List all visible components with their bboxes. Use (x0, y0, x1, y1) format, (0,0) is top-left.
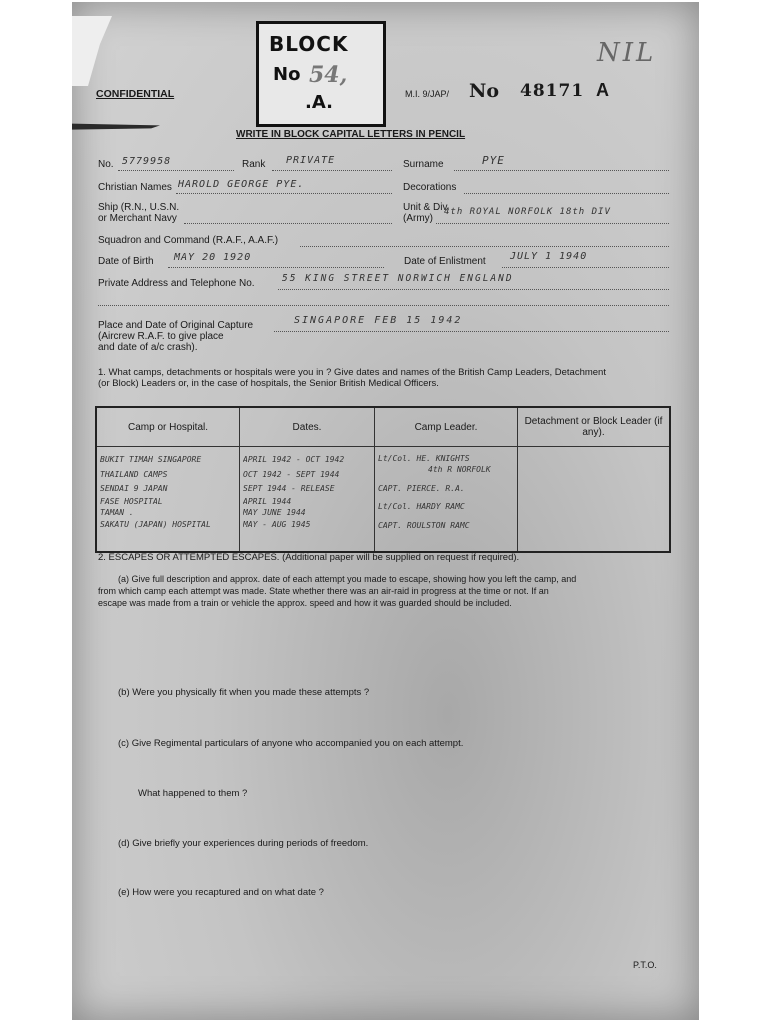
question-2d: (d) Give briefly your experiences during periods of freedom. (118, 838, 369, 849)
block-stamp-letter: .A. (305, 92, 333, 113)
question-2a-line-3: escape was made from a train or vehicle the approx. speed and how it was guarded should be included. (98, 598, 512, 608)
camp-entry: TAMAN . (100, 507, 134, 517)
date-entry: MAY JUNE 1944 (243, 507, 306, 517)
enlistment-value: JULY 1 1940 (510, 251, 588, 262)
leader-entry: Lt/Col. HARDY RAMC (378, 502, 465, 511)
serial-number: 48171 (520, 81, 585, 101)
camp-entry: THAILAND CAMPS (100, 469, 168, 479)
surname-value: PYE (482, 154, 505, 167)
date-entry: APRIL 1944 (243, 496, 292, 506)
address-value: 55 KING STREET NORWICH ENGLAND (282, 273, 514, 284)
date-entry: MAY - AUG 1945 (243, 519, 311, 529)
question-1-line-2: (or Block) Leaders or, in the case of hospitals, the Senior British Medical Officers. (98, 378, 439, 389)
question-1-line-1: 1. What camps, detachments or hospitals were you in ? Give dates and names of the British Camp Leaders, Detachment (98, 367, 606, 378)
christian-names-label: Christian Names (98, 182, 172, 193)
leader-column-header: Camp Leader. (375, 407, 518, 447)
leader-entry: CAPT. ROULSTON RAMC (378, 521, 470, 530)
unit-label-2: (Army) (403, 213, 433, 224)
christian-names-line (176, 193, 392, 194)
enlistment-label: Date of Enlistment (404, 256, 486, 267)
date-entry: APRIL 1942 - OCT 1942 (243, 455, 345, 464)
capture-label-2: (Aircrew R.A.F. to give place (98, 331, 224, 342)
nil-annotation: NIL (597, 38, 657, 68)
date-of-birth-line (168, 267, 384, 268)
address-line-2 (98, 305, 669, 306)
service-no-label: No. (98, 159, 114, 170)
document-page (72, 2, 699, 1020)
camp-entry: SENDAI 9 JAPAN (100, 484, 168, 493)
decorations-label: Decorations (403, 182, 457, 193)
dates-column (240, 447, 375, 553)
service-no-value: 5779958 (122, 156, 172, 167)
enlistment-line (502, 267, 669, 268)
torn-corner (72, 16, 112, 86)
decorations-line (464, 193, 669, 194)
question-2a-line-2: from which camp each attempt was made. State whether there was an air-raid in progress at the time or not. If an (98, 586, 549, 596)
serial-suffix: A (596, 80, 609, 100)
camp-column (96, 447, 240, 553)
serial-no-label: No (469, 80, 500, 102)
christian-names-value: HAROLD GEORGE PYE. (178, 179, 305, 190)
surname-label: Surname (403, 159, 444, 170)
capture-line (274, 331, 669, 332)
question-2a-line-1: (a) Give full description and approx. date of each attempt you made to escape, showing how you left the camp, and (118, 574, 577, 584)
unit-label-1: Unit & Div. (403, 202, 450, 213)
block-stamp-no: No (273, 64, 301, 85)
service-no-line (118, 170, 234, 171)
question-2c: (c) Give Regimental particulars of anyone who accompanied you on each attempt. (118, 738, 464, 749)
address-line (278, 289, 669, 290)
camp-column-header: Camp or Hospital. (96, 407, 240, 447)
leader-entry: 4th R NORFOLK (428, 465, 491, 474)
date-entry: SEPT 1944 - RELEASE (243, 484, 335, 493)
camp-entry: BUKIT TIMAH SINGAPORE (100, 455, 202, 464)
block-stamp-number: 54, (309, 62, 348, 88)
question-2-title: 2. ESCAPES OR ATTEMPTED ESCAPES. (Additional paper will be supplied on request if required). (98, 552, 520, 563)
squadron-line (300, 246, 669, 247)
surname-line (454, 170, 669, 171)
camp-table-body-row (96, 447, 670, 553)
squadron-label: Squadron and Command (R.A.F., A.A.F.) (98, 235, 279, 246)
camp-table-header-row (96, 407, 670, 447)
rank-line (272, 170, 392, 171)
block-stamp (256, 21, 386, 127)
paper-clip-mark (72, 120, 160, 132)
date-of-birth-value: MAY 20 1920 (174, 252, 252, 263)
detachment-column-header: Detachment or Block Leader (if any). (518, 407, 671, 447)
unit-value: 4th ROYAL NORFOLK 18th DIV (444, 207, 611, 217)
unit-line (436, 223, 669, 224)
form-instruction: WRITE IN BLOCK CAPITAL LETTERS IN PENCIL (236, 129, 466, 140)
camp-entry: FASE HOSPITAL (100, 496, 163, 506)
question-2b: (b) Were you physically fit when you made these attempts ? (118, 687, 370, 698)
confidential-label: CONFIDENTIAL (96, 88, 175, 100)
leader-entry: CAPT. PIERCE. R.A. (378, 484, 465, 493)
ship-label-2: or Merchant Navy (98, 213, 177, 224)
capture-value: SINGAPORE FEB 15 1942 (294, 315, 463, 326)
camp-entry: SAKATU (JAPAN) HOSPITAL (100, 519, 211, 529)
mi-reference: M.I. 9/JAP/ (405, 89, 450, 99)
capture-label-1: Place and Date of Original Capture (98, 320, 254, 331)
dates-column-header: Dates. (240, 407, 375, 447)
ship-line (184, 223, 392, 224)
camp-table (95, 406, 671, 553)
ship-label-1: Ship (R.N., U.S.N. (98, 202, 180, 213)
detachment-column (518, 447, 671, 553)
block-stamp-title: BLOCK (269, 32, 349, 56)
date-of-birth-label: Date of Birth (98, 256, 154, 267)
leader-entry: Lt/Col. HE. KNIGHTS (378, 454, 470, 463)
leader-column (375, 447, 518, 553)
rank-value: PRIVATE (286, 155, 336, 166)
rank-label: Rank (242, 159, 266, 170)
please-turn-over: P.T.O. (633, 960, 657, 970)
date-entry: OCT 1942 - SEPT 1944 (243, 469, 340, 479)
address-label: Private Address and Telephone No. (98, 278, 255, 289)
capture-label-3: and date of a/c crash). (98, 342, 198, 353)
question-2e: (e) How were you recaptured and on what date ? (118, 887, 324, 898)
question-2c-followup: What happened to them ? (138, 788, 248, 799)
